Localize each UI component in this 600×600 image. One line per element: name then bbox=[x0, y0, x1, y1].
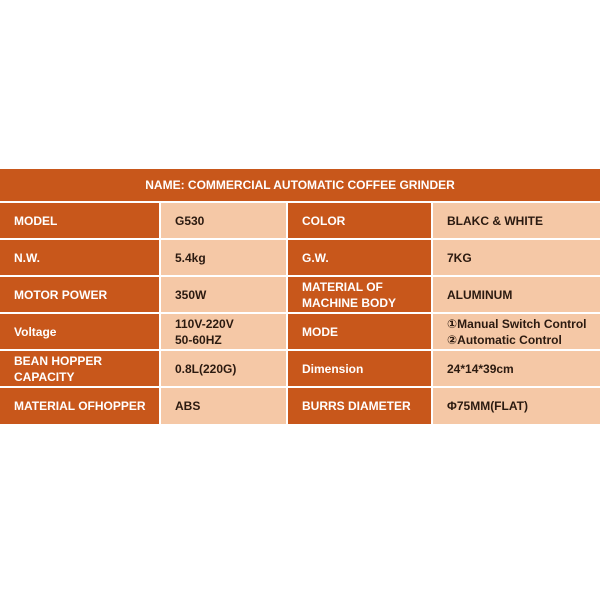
spec-value-body-material: ALUMINUM bbox=[432, 276, 600, 313]
table-row bbox=[0, 202, 600, 239]
spec-label-gross-weight: G.W. bbox=[287, 239, 432, 276]
spec-label-mode: MODE bbox=[287, 313, 432, 350]
spec-value-voltage: 110V-220V 50-60HZ bbox=[160, 313, 287, 350]
spec-value-motor-power: 350W bbox=[160, 276, 287, 313]
spec-label-body-material: MATERIAL OF MACHINE BODY bbox=[287, 276, 432, 313]
table-row bbox=[0, 387, 600, 424]
table-title: NAME: COMMERCIAL AUTOMATIC COFFEE GRINDER bbox=[0, 169, 600, 202]
spec-value-model: G530 bbox=[160, 202, 287, 239]
spec-value-color: BLAKC & WHITE bbox=[432, 202, 600, 239]
table-row bbox=[0, 276, 600, 313]
table-row bbox=[0, 239, 600, 276]
spec-label-hopper-material: MATERIAL OFHOPPER bbox=[0, 387, 160, 424]
spec-value-burrs-diameter: Φ75MM(FLAT) bbox=[432, 387, 600, 424]
spec-value-mode: ①Manual Switch Control ②Automatic Control bbox=[432, 313, 600, 350]
spec-value-net-weight: 5.4kg bbox=[160, 239, 287, 276]
spec-value-hopper-capacity: 0.8L(220G) bbox=[160, 350, 287, 387]
table-row bbox=[0, 350, 600, 387]
spec-label-voltage: Voltage bbox=[0, 313, 160, 350]
spec-label-hopper-capacity: BEAN HOPPER CAPACITY bbox=[0, 350, 160, 387]
spec-label-burrs-diameter: BURRS DIAMETER bbox=[287, 387, 432, 424]
spec-label-net-weight: N.W. bbox=[0, 239, 160, 276]
spec-value-hopper-material: ABS bbox=[160, 387, 287, 424]
spec-label-color: COLOR bbox=[287, 202, 432, 239]
spec-label-model: MODEL bbox=[0, 202, 160, 239]
spec-label-dimension: Dimension bbox=[287, 350, 432, 387]
spec-value-gross-weight: 7KG bbox=[432, 239, 600, 276]
spec-value-dimension: 24*14*39cm bbox=[432, 350, 600, 387]
spec-label-motor-power: MOTOR POWER bbox=[0, 276, 160, 313]
spec-table bbox=[0, 169, 600, 424]
table-row bbox=[0, 313, 600, 350]
